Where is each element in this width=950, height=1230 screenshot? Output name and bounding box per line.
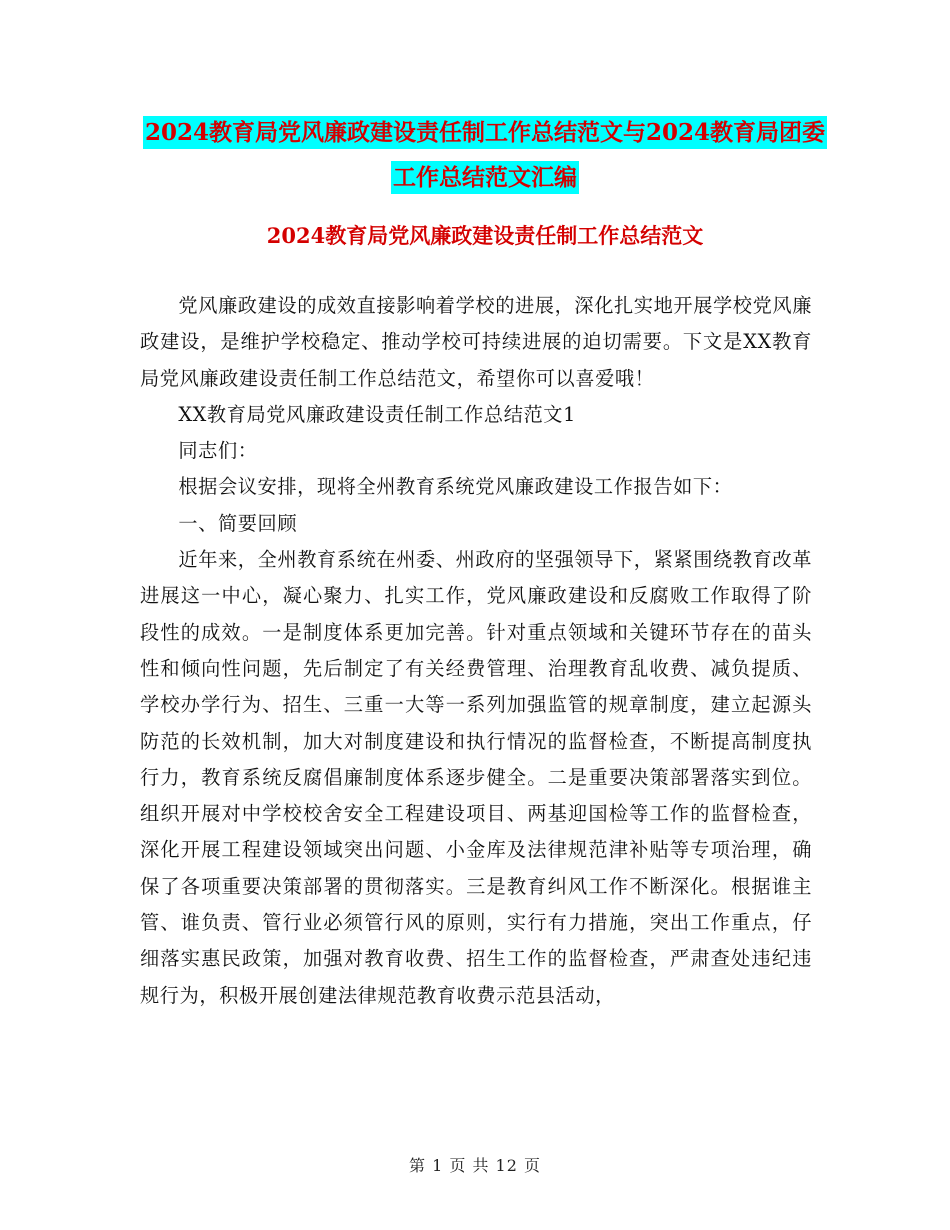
page-number-footer: 第 1 页 共 12 页 (409, 1156, 541, 1175)
document-body (140, 288, 812, 1014)
section-title: 2024教育局党风廉政建设责任制工作总结范文 (266, 223, 704, 248)
section-heading-review: 一、简要回顾 (178, 511, 298, 535)
article-heading: XX教育局党风廉政建设责任制工作总结范文1 (178, 402, 576, 426)
salutation: 同志们： (178, 439, 258, 463)
review-paragraph: 近年来，全州教育系统在州委、州政府的坚强领导下，紧紧围绕教育改革进展这一中心，凝心聚力、扎实工作，党风廉政建设和反腐败工作取得了阶段性的成效。一是制度体系更加完善。针对重点领域和关键环节存在的苗头性和倾向性问题，先后制定了有关经费管理、治理教育乱收费、减负提质、学校办学行为、招生、三重一大等一系列加强监管的规章制度，建立起源头防范的长效机制，加大对制度建设和执行情况的监督检查，不断提高制度执行力，教育系统反腐倡廉制度体系逐步健全。二是重要决策部署落实到位。组织开展对中学校校舍安全工程建设项目、两基迎国检等工作的监督检查，深化开展工程建设领域突出问题、小金库及法律规范津补贴等专项治理，确保了各项重要决策部署的贯彻落实。三是教育纠风工作不断深化。根据谁主管、谁负责、管行业必须管行风的原则，实行有力措施，突出工作重点，仔细落实惠民政策，加强对教育收费、招生工作的监督检查，严肃查处违纪违规行为，积极开展创建法律规范教育收费示范县活动， (140, 548, 812, 1007)
document-title (140, 110, 830, 200)
intro-paragraph: 党风廉政建设的成效直接影响着学校的进展，深化扎实地开展学校党风廉政建设，是维护学校稳定、推动学校可持续进展的迫切需要。下文是XX教育局党风廉政建设责任制工作总结范文，希望你可以喜爱哦！ (140, 294, 812, 390)
document-title-text: 2024教育局党风廉政建设责任制工作总结范文与2024教育局团委工作总结范文汇编 (143, 116, 827, 194)
report-intro-paragraph: 根据会议安排，现将全州教育系统党风廉政建设工作报告如下： (178, 475, 733, 499)
